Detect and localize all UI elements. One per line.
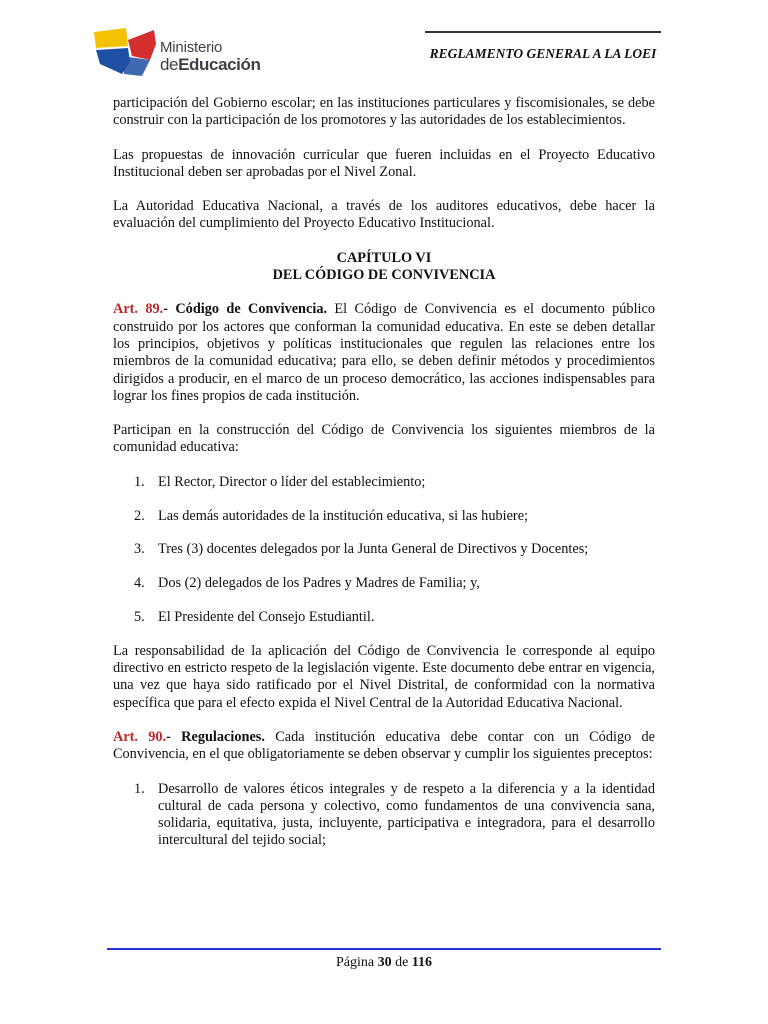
- logo-line1: Ministerio: [160, 39, 223, 56]
- footer-rule: [107, 948, 661, 950]
- paragraph: La Autoridad Educativa Nacional, a través de los auditores educativos, debe hacer la evaluación del cumplimiento del Proyecto Educativo Institucional.: [113, 198, 655, 232]
- precepts-list: [113, 781, 655, 850]
- logo-line2-prefix: de: [160, 55, 179, 74]
- list-item-number: 2.: [134, 507, 145, 524]
- of-word: de: [395, 955, 409, 970]
- article-title: Código de Convivencia.: [175, 301, 328, 318]
- ministry-logo: [92, 26, 272, 82]
- list-item-text: El Rector, Director o líder del establecimiento;: [158, 473, 426, 490]
- ecuador-flag-logo-icon: [92, 26, 158, 82]
- list-item-text: Las demás autoridades de la institución educativa, si las hubiere;: [158, 507, 529, 524]
- article-text: El Código de Convivencia es el documento público construido por los actores que conforman la comunidad educativa. En este se deben detallar los principios, objetivos y políticas institucionales que regulen las relaciones entre los miembros de la comunidad educativa; para ello, se deben definir métodos y procedimientos dirigidos a producir, en el marco de un proceso democrático, las acciones indispensables para lograr los fines propios de cada institución.: [113, 301, 656, 404]
- article-90: [113, 729, 655, 764]
- list-item-number: 4.: [134, 575, 145, 592]
- page-number: 30: [377, 955, 392, 970]
- article-dash: -: [166, 728, 182, 745]
- chapter-heading: [113, 250, 655, 285]
- paragraph: Participan en la construcción del Código de Convivencia los siguientes miembros de la comunidad educativa:: [113, 422, 655, 456]
- chapter-title: DEL CÓDIGO DE CONVIVENCIA: [272, 267, 496, 284]
- paragraph: participación del Gobierno escolar; en las instituciones particulares y fiscomisionales, se debe construir con la participación de los promotores y las autoridades de los establecimientos.: [113, 95, 655, 129]
- list-item-number: 5.: [134, 608, 145, 625]
- paragraph: Las propuestas de innovación curricular que fueren incluidas en el Proyecto Educativo Institucional deben ser aprobadas por el Nivel Zonal.: [113, 146, 655, 180]
- page-word: Página: [335, 955, 375, 970]
- members-list: [113, 474, 655, 626]
- article-label: Art. 90.: [113, 728, 167, 745]
- document-title: REGLAMENTO GENERAL A LA LOEI: [429, 46, 657, 61]
- paragraph: La responsabilidad de la aplicación del Código de Convivencia le corresponde al equipo directivo en estricto respeto de la legislación vigente. Este documento debe entrar en vigencia, una vez que haya sido ratificado por el Nivel Distrital, de conformidad con la normativa específica que para el efecto expida el Nivel Central de la Autoridad Educativa Nacional.: [113, 642, 655, 711]
- list-item: [113, 781, 655, 850]
- list-item-text: El Presidente del Consejo Estudiantil.: [158, 608, 375, 625]
- list-item: [113, 541, 655, 558]
- header-rule: [425, 31, 661, 33]
- chapter-number: CAPÍTULO VI: [336, 249, 432, 266]
- list-item-text: Tres (3) docentes delegados por la Junta General de Directivos y Docentes;: [158, 541, 589, 558]
- article-label: Art. 89.: [113, 301, 164, 318]
- list-item: [113, 474, 655, 491]
- list-item-text: Dos (2) delegados de los Padres y Madres de Familia; y,: [158, 575, 480, 592]
- article-title: Regulaciones.: [181, 728, 265, 745]
- list-item: [113, 609, 655, 626]
- logo-line2-bold: Educación: [178, 55, 261, 74]
- article-89: [113, 301, 655, 405]
- logo-text: [160, 40, 260, 73]
- page-total: 116: [411, 955, 433, 970]
- article-text: Cada institución educativa debe contar con un Código de Convivencia, en el que obligatoriamente se deben observar y cumplir los siguientes preceptos:: [113, 728, 655, 763]
- list-item-text: Desarrollo de valores éticos integrales y de respeto a la diferencia y a la identidad cultural de cada persona y colectivo, como fundamentos de una convivencia sana, solidaria, equitativa, justa, incluyente, participativa e integradora, para el desarrollo intercultural del tejido social;: [158, 780, 655, 849]
- list-item: [113, 575, 655, 592]
- list-item-number: 3.: [134, 541, 145, 558]
- logo-line2: [160, 56, 260, 73]
- list-item-number: 1.: [134, 473, 145, 490]
- article-dash: -: [163, 301, 176, 318]
- list-item-number: 1.: [134, 780, 145, 797]
- list-item: [113, 508, 655, 525]
- page-content: [113, 95, 655, 866]
- page-footer: [107, 955, 661, 971]
